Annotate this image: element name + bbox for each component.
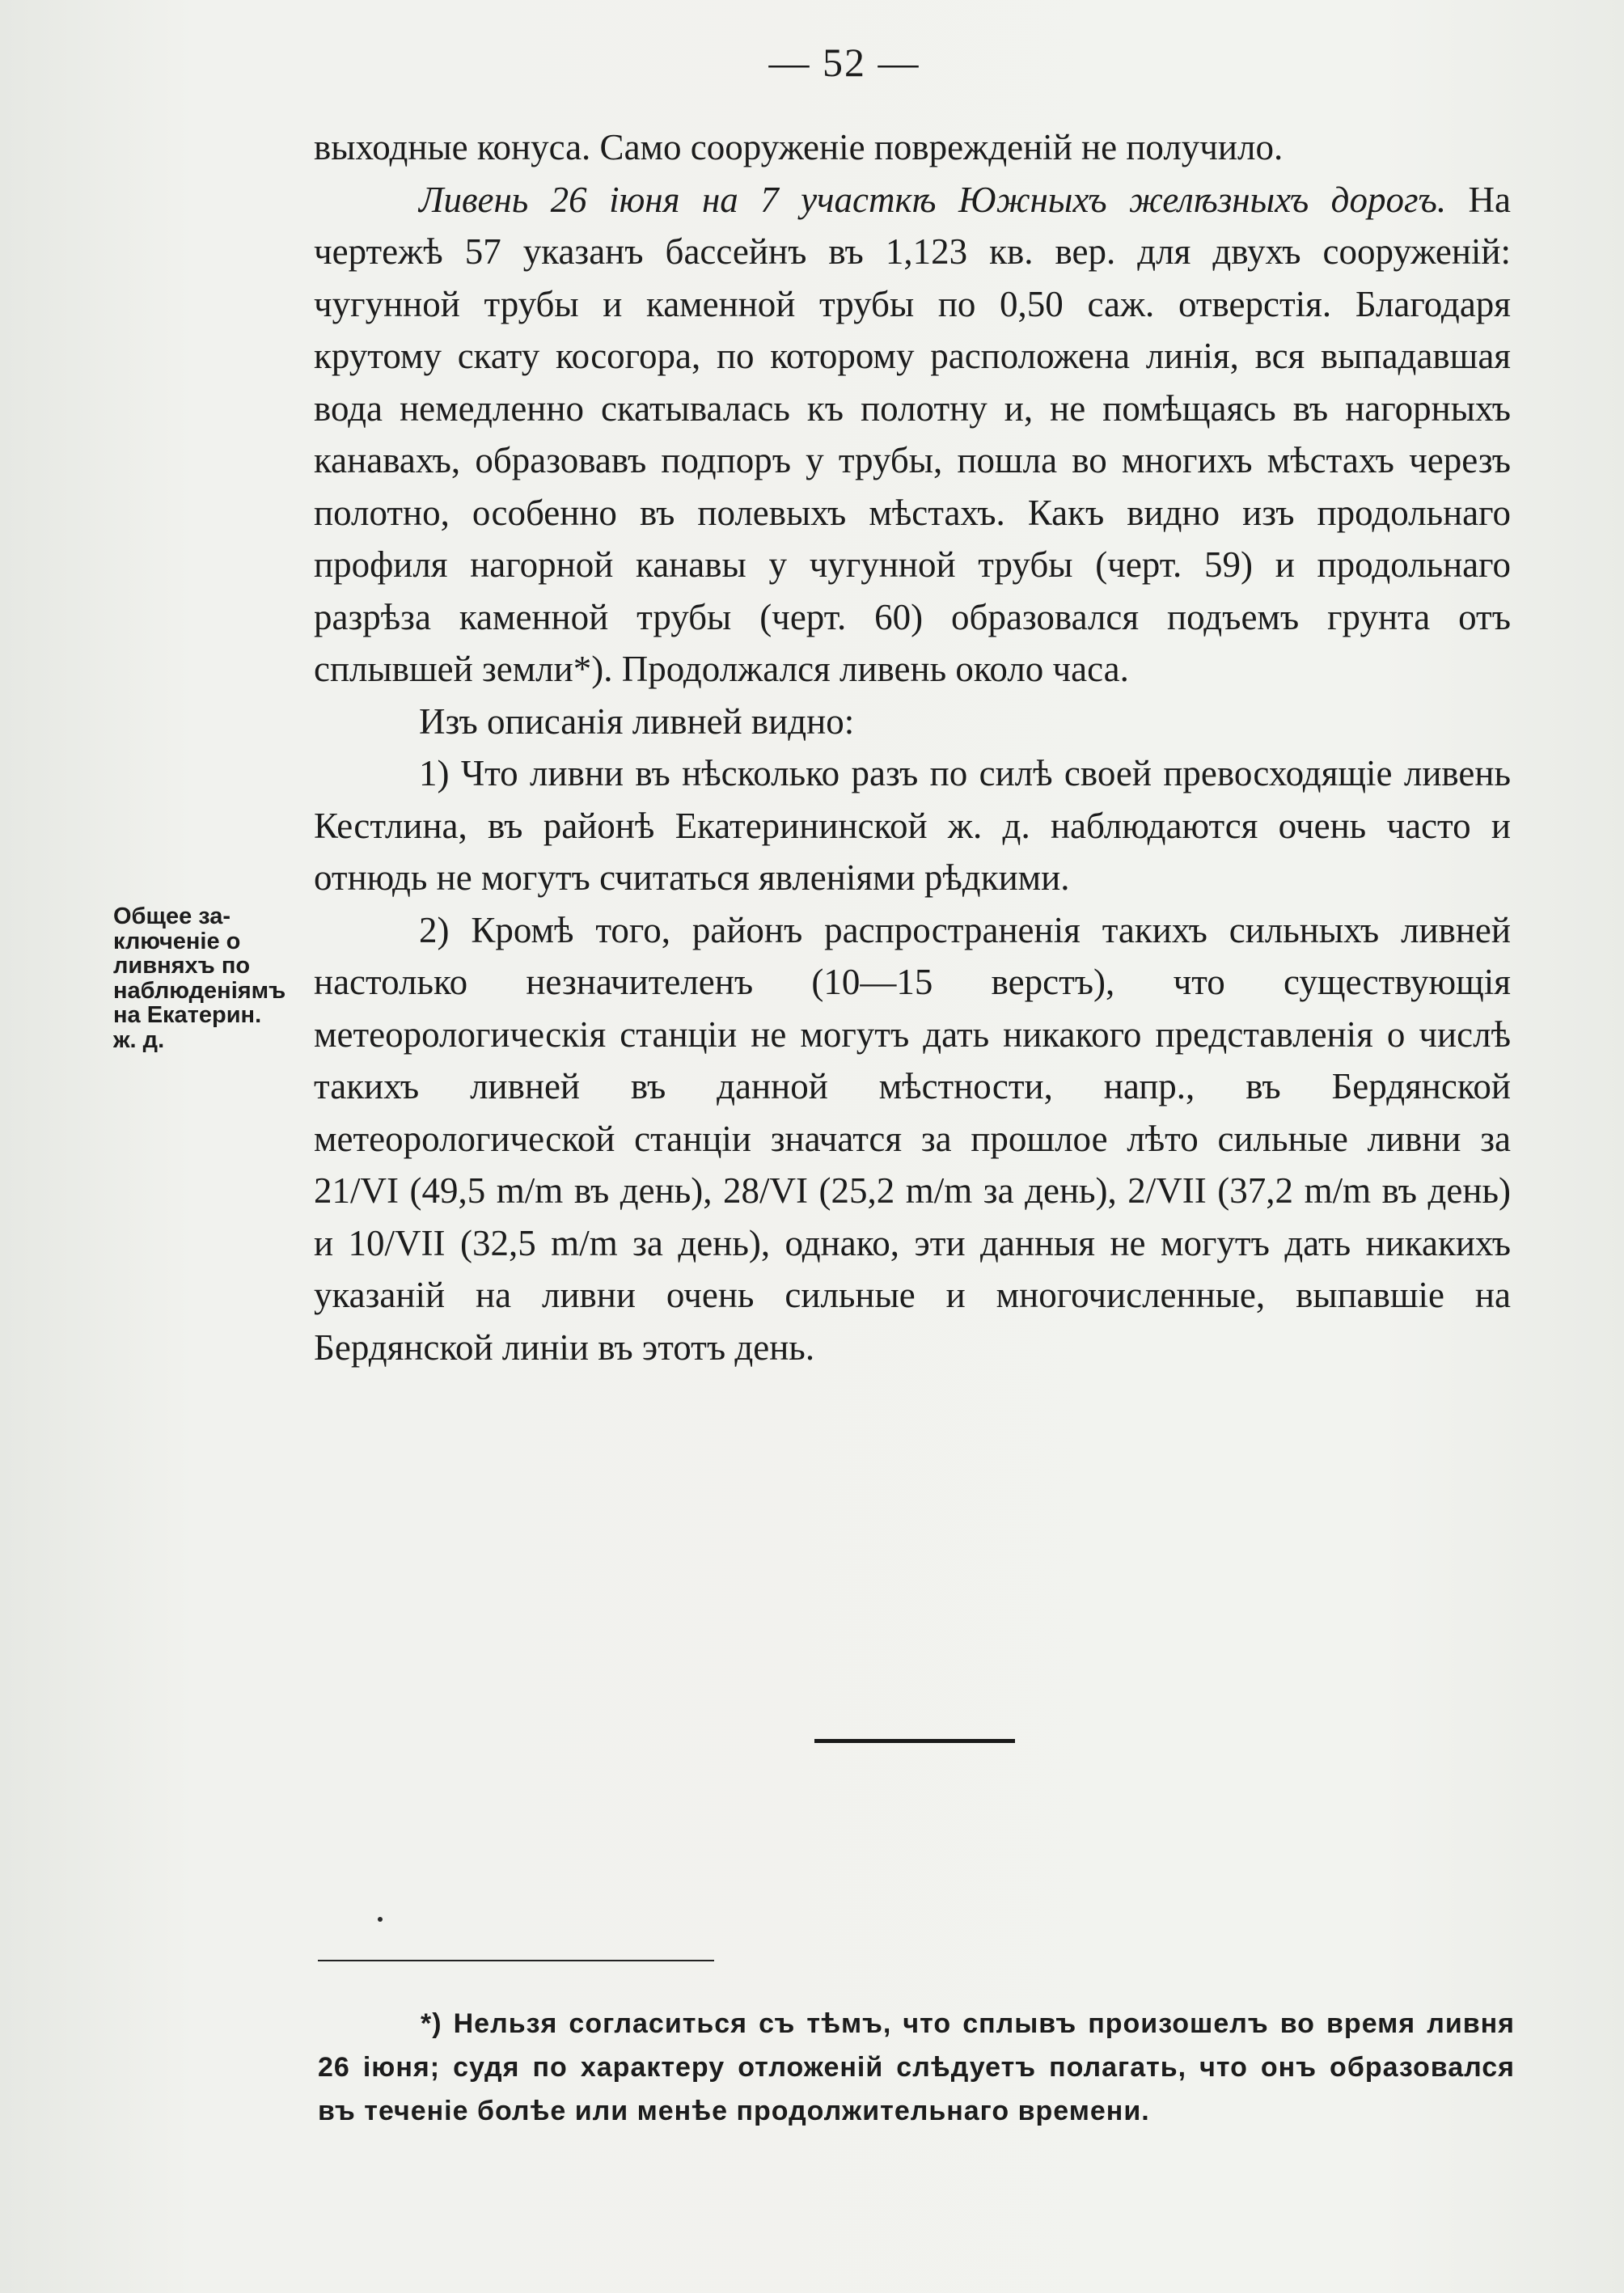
paragraph: выходные конуса. Само сооруженіе поврежденій не получило. bbox=[314, 127, 1284, 167]
footnote-separator bbox=[318, 1960, 714, 1961]
footnote-text: *) Нельзя согласиться съ тѣмъ, что сплывъ произошелъ во время ливня 26 іюня; судя по характеру отложеній слѣдуетъ полагать, что онъ образовался въ теченіе болѣе или менѣе продолжительнаго времени. bbox=[318, 2008, 1515, 2126]
margin-note-line: ж. д. bbox=[113, 1026, 165, 1053]
print-speck bbox=[378, 1917, 383, 1922]
margin-note-line: ключеніе о bbox=[113, 928, 241, 954]
paragraph bbox=[314, 174, 1511, 696]
margin-note-line: на Екатерин. bbox=[113, 1002, 262, 1028]
margin-note-line: Общее за- bbox=[113, 903, 231, 929]
margin-note-line: ливняхъ по bbox=[113, 953, 251, 979]
margin-note-line: наблюденіямъ bbox=[113, 977, 286, 1004]
paragraph-text: На чертежѣ 57 указанъ бассейнъ въ 1,123 кв. вер. для двухъ сооруженій: чугунной трубы и каменной трубы по 0,50 саж. отверстія. Благодаря крутому скату косогора, по которому расположена линія, вся выпадавшая вода немедленно скатывалась къ полотну и, не помѣщаясь въ нагорныхъ канавахъ, образовавъ подпоръ у трубы, пошла во многихъ мѣстахъ черезъ полотно, особенно въ полевыхъ мѣстахъ. Какъ видно изъ продольнаго профиля нагорной канавы у чугунной трубы (черт. 59) и продольнаго разрѣза каменной трубы (черт. 60) образовался подъемъ грунта отъ сплывшей земли*). Продолжался ливень около часа. bbox=[314, 179, 1511, 689]
section-end-rule bbox=[814, 1739, 1015, 1743]
paragraph: 2) Кромѣ того, районъ распространенія такихъ сильныхъ ливней настолько незначителенъ (10—15 верстъ), что существующія метеорологическія станціи не могутъ дать никакого представленія о числѣ такихъ ливней въ данной мѣстности, напр., въ Бердянской метеорологической станціи значатся за прошлое лѣто сильные ливни за 21/VI (49,5 m/m въ день), 28/VI (25,2 m/m за день), 2/VII (37,2 m/m въ день) и 10/VII (32,5 m/m за день), однако, эти данныя не могутъ дать никакихъ указаній на ливни очень сильные и многочисленные, выпавшіе на Бердянской линіи въ этотъ день. bbox=[314, 909, 1511, 1368]
page-number: — 52 — bbox=[768, 40, 920, 85]
margin-note bbox=[113, 904, 295, 1052]
main-text bbox=[314, 121, 1511, 1373]
section-heading-inline: Ливень 26 іюня на 7 участкѣ Южныхъ желѣзныхъ дорогъ. bbox=[419, 179, 1447, 220]
footnote bbox=[318, 2002, 1515, 2133]
paragraph: Изъ описанія ливней видно: bbox=[419, 700, 855, 742]
paragraph: 1) Что ливни въ нѣсколько разъ по силѣ своей превосходящіе ливень Кестлина, въ районѣ Екатерининской ж. д. наблюдаются очень часто и отнюдь не могутъ считаться явленіями рѣдкими. bbox=[314, 753, 1511, 898]
